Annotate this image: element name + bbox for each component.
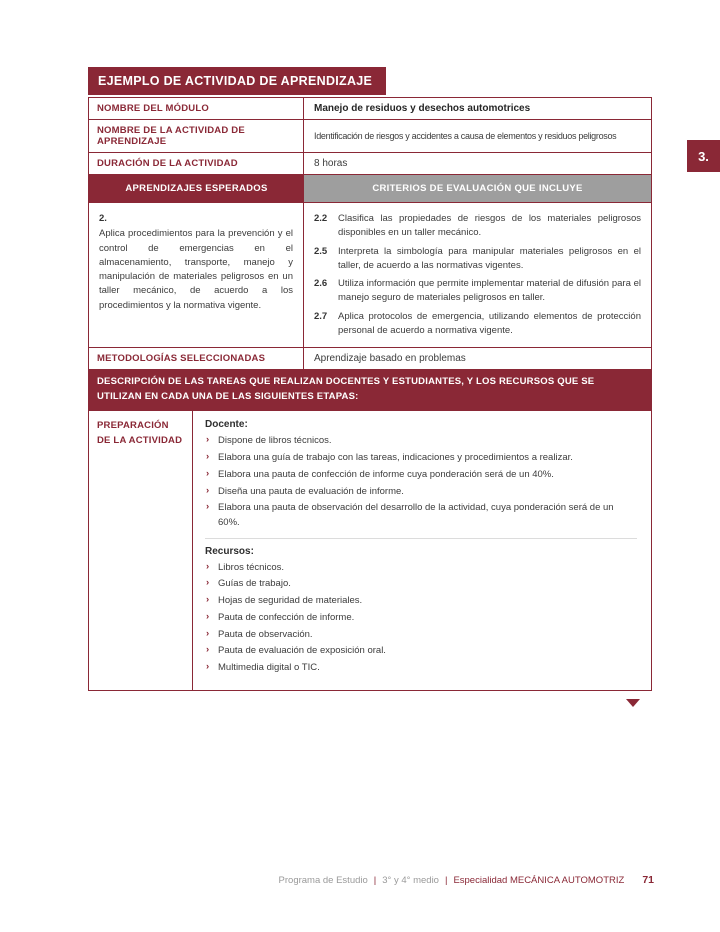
list-item: › Pauta de confección de informe. bbox=[205, 611, 637, 626]
recursos-list bbox=[205, 561, 637, 676]
list-item: › Elabora una guía de trabajo con las tareas, indicaciones y procedimientos a realizar. bbox=[205, 451, 637, 466]
list-item: › Multimedia digital o TIC. bbox=[205, 661, 637, 676]
page-number: 71 bbox=[642, 874, 654, 886]
activity-table bbox=[88, 97, 652, 691]
docente-title: Docente: bbox=[205, 419, 248, 431]
section-divider bbox=[205, 538, 637, 539]
row-label-actividad: NOMBRE DE LA ACTIVIDAD DE APRENDIZAJE bbox=[89, 120, 304, 152]
row-label-metodologias: METODOLOGÍAS SELECCIONADAS bbox=[89, 348, 304, 369]
criterio-number: 2.5 bbox=[314, 245, 328, 257]
criterio-item bbox=[314, 245, 641, 274]
list-item: › Elabora una pauta de observación del desarrollo de la actividad, cuya ponderación será de un 60%. bbox=[205, 501, 637, 530]
continuation-indicator bbox=[88, 694, 652, 712]
row-value-metodologias: Aprendizaje basado en problemas bbox=[314, 353, 466, 364]
page-content bbox=[88, 67, 652, 712]
criterio-item bbox=[314, 277, 641, 306]
header-criterios: CRITERIOS DE EVALUACIÓN QUE INCLUYE bbox=[304, 175, 651, 202]
footer-grade: 3° y 4° medio bbox=[382, 875, 439, 886]
list-item: › Libros técnicos. bbox=[205, 561, 637, 576]
criterio-text: Aplica protocolos de emergencia, utilizando elementos de protección personal de acuerdo a normativa vigente. bbox=[338, 310, 641, 336]
row-value-modulo: Manejo de residuos y desechos automotrices bbox=[314, 103, 531, 114]
criterio-number: 2.7 bbox=[314, 310, 328, 322]
aprendizaje-esperado-cell bbox=[89, 203, 304, 347]
criterio-number: 2.2 bbox=[314, 213, 328, 224]
chapter-tab bbox=[687, 140, 720, 172]
row-label-duracion: DURACIÓN DE LA ACTIVIDAD bbox=[89, 153, 304, 174]
table-row-metodologias bbox=[89, 348, 651, 370]
aprendizaje-text: Aplica procedimientos para la prevención y el control de emergencias en el almacenamiento, transporte, manejo y manipulación de materiales peligrosos en un taller mecánico, de acuerdo a los procedimientos y la normativa vigente. bbox=[99, 228, 293, 311]
criterio-text: Utiliza información que permite implementar material de difusión para el manejo seguro de materiales peligrosos en taller. bbox=[338, 278, 641, 304]
criterio-text: Interpreta la simbología para manipular materiales peligrosos en el taller, de acuerdo a las normativas vigentes. bbox=[338, 245, 641, 271]
table-row-modulo bbox=[89, 98, 651, 120]
footer-separator: | bbox=[373, 875, 377, 886]
list-item: › Pauta de evaluación de exposición oral. bbox=[205, 644, 637, 659]
list-item: › Elabora una pauta de confección de informe cuya ponderación será de un 40%. bbox=[205, 468, 637, 483]
row-value-actividad: Identificación de riesgos y accidentes a causa de elementos y residuos peligrosos bbox=[314, 131, 617, 141]
row-value-duracion: 8 horas bbox=[314, 158, 348, 169]
table-row-actividad bbox=[89, 120, 651, 153]
list-item: › Diseña una pauta de evaluación de informe. bbox=[205, 485, 637, 500]
aprendizaje-number: 2. bbox=[99, 213, 107, 224]
list-item: › Dispone de libros técnicos. bbox=[205, 434, 637, 449]
criterio-item bbox=[314, 310, 641, 339]
criterio-item bbox=[314, 212, 641, 241]
footer-separator: | bbox=[444, 875, 448, 886]
list-item: › Hojas de seguridad de materiales. bbox=[205, 594, 637, 609]
table-column-headers bbox=[89, 175, 651, 203]
recursos-title: Recursos: bbox=[205, 545, 254, 557]
row-label-modulo: NOMBRE DEL MÓDULO bbox=[89, 98, 304, 119]
page-title: EJEMPLO DE ACTIVIDAD DE APRENDIZAJE bbox=[88, 67, 386, 95]
footer-program: Programa de Estudio bbox=[278, 875, 368, 886]
footer-specialty: Especialidad MECÁNICA AUTOMOTRIZ bbox=[453, 875, 625, 886]
list-item: › Guías de trabajo. bbox=[205, 577, 637, 592]
header-aprendizajes: APRENDIZAJES ESPERADOS bbox=[89, 175, 304, 202]
continues-arrow-icon bbox=[626, 699, 640, 707]
criterio-text: Clasifica las propiedades de riesgos de los materiales peligrosos disponibles en un taller mecánico. bbox=[338, 213, 641, 239]
table-row-preparacion bbox=[89, 411, 651, 689]
table-row-duracion bbox=[89, 153, 651, 175]
list-item: › Pauta de observación. bbox=[205, 628, 637, 643]
criterios-cell bbox=[304, 203, 651, 347]
preparacion-content bbox=[193, 411, 651, 689]
preparacion-label: PREPARACIÓN DE LA ACTIVIDAD bbox=[89, 411, 193, 689]
docente-list bbox=[205, 434, 637, 530]
criterio-number: 2.6 bbox=[314, 278, 328, 289]
page-footer bbox=[279, 874, 654, 886]
table-row-aprendizaje-criterios bbox=[89, 203, 651, 348]
chapter-tab-label: 3. bbox=[698, 148, 709, 164]
descripcion-header: DESCRIPCIÓN DE LAS TAREAS QUE REALIZAN DOCENTES Y ESTUDIANTES, Y LOS RECURSOS QUE SE UTILIZAN EN CADA UNA DE LAS SIGUIENTES ETAPAS: bbox=[89, 370, 651, 411]
